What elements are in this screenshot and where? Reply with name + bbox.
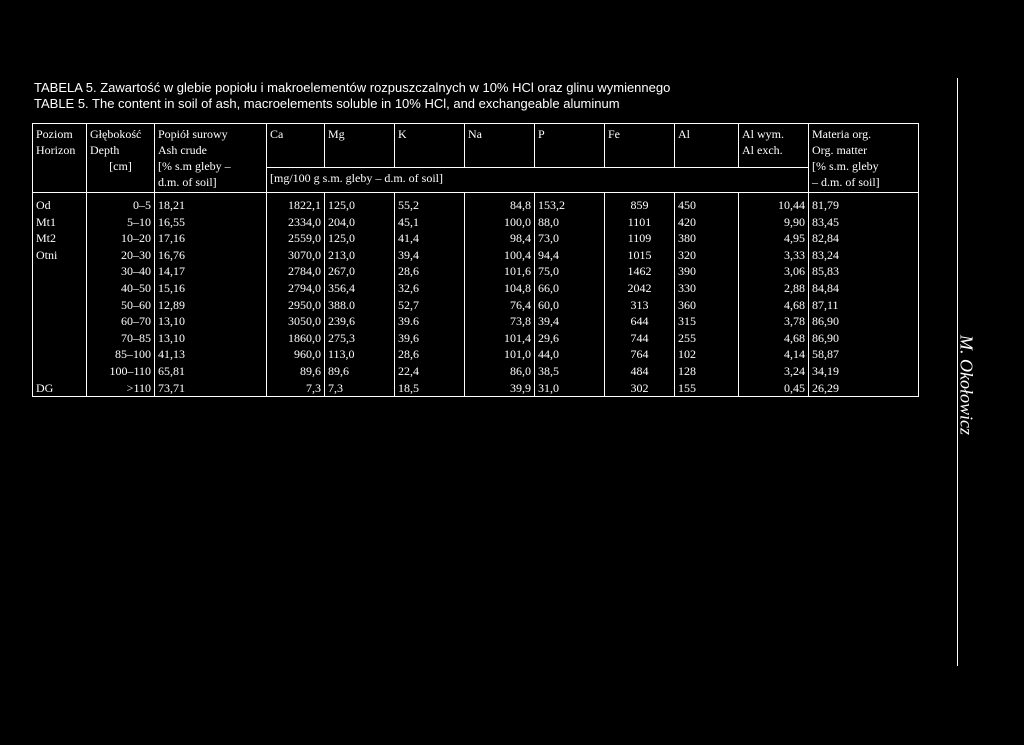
table-body xyxy=(33,193,919,397)
table-row xyxy=(33,214,919,231)
table-row xyxy=(33,313,919,330)
cell-horizon xyxy=(33,263,87,280)
cell-horizon: Mt1 xyxy=(33,214,87,231)
cell-alw: 2,88 xyxy=(739,280,809,297)
cell-horizon xyxy=(33,363,87,380)
cell-p: 153,2 xyxy=(535,193,605,214)
cell-k: 45,1 xyxy=(395,214,465,231)
cell-al: 450 xyxy=(675,193,739,214)
header-org-matter: Materia org. Org. matter [% s.m. gleby – d.m. of soil] xyxy=(809,124,919,193)
cell-org: 34,19 xyxy=(809,363,919,380)
cell-fe: 484 xyxy=(605,363,675,380)
cell-al: 360 xyxy=(675,297,739,314)
cell-na: 98,4 xyxy=(465,230,535,247)
cell-alw: 4,95 xyxy=(739,230,809,247)
header-ca: Ca xyxy=(267,124,325,168)
cell-mg: 7,3 xyxy=(325,380,395,397)
cell-ash: 14,17 xyxy=(155,263,267,280)
table-row xyxy=(33,380,919,397)
cell-ash: 65,81 xyxy=(155,363,267,380)
cell-org: 58,87 xyxy=(809,346,919,363)
cell-depth: 100–110 xyxy=(87,363,155,380)
cell-k: 55,2 xyxy=(395,193,465,214)
cell-mg: 239,6 xyxy=(325,313,395,330)
table-row xyxy=(33,247,919,264)
cell-al: 320 xyxy=(675,247,739,264)
cell-k: 28,6 xyxy=(395,346,465,363)
header-mg: Mg xyxy=(325,124,395,168)
cell-k: 18,5 xyxy=(395,380,465,397)
cell-na: 86,0 xyxy=(465,363,535,380)
cell-depth: 40–50 xyxy=(87,280,155,297)
header-depth: Głębokość Depth [cm] xyxy=(87,124,155,193)
cell-k: 41,4 xyxy=(395,230,465,247)
cell-p: 88,0 xyxy=(535,214,605,231)
cell-p: 31,0 xyxy=(535,380,605,397)
cell-k: 39,6 xyxy=(395,330,465,347)
cell-horizon xyxy=(33,297,87,314)
cell-ca: 1860,0 xyxy=(267,330,325,347)
cell-k: 52,7 xyxy=(395,297,465,314)
cell-alw: 4,68 xyxy=(739,330,809,347)
cell-fe: 2042 xyxy=(605,280,675,297)
cell-ash: 41,13 xyxy=(155,346,267,363)
cell-fe: 1462 xyxy=(605,263,675,280)
cell-ca: 1822,1 xyxy=(267,193,325,214)
cell-depth: 5–10 xyxy=(87,214,155,231)
cell-alw: 10,44 xyxy=(739,193,809,214)
cell-al: 315 xyxy=(675,313,739,330)
cell-ca: 7,3 xyxy=(267,380,325,397)
cell-alw: 3,33 xyxy=(739,247,809,264)
cell-ash: 73,71 xyxy=(155,380,267,397)
cell-ca: 3070,0 xyxy=(267,247,325,264)
header-mg-unit: [mg/100 g s.m. gleby – d.m. of soil] xyxy=(267,168,809,193)
cell-al: 155 xyxy=(675,380,739,397)
cell-na: 101,4 xyxy=(465,330,535,347)
cell-ash: 16,76 xyxy=(155,247,267,264)
cell-al: 420 xyxy=(675,214,739,231)
cell-mg: 113,0 xyxy=(325,346,395,363)
soil-content-table xyxy=(32,123,919,397)
cell-horizon: Otni xyxy=(33,247,87,264)
cell-na: 100,0 xyxy=(465,214,535,231)
table-row xyxy=(33,330,919,347)
cell-na: 73,8 xyxy=(465,313,535,330)
cell-fe: 313 xyxy=(605,297,675,314)
cell-fe: 644 xyxy=(605,313,675,330)
cell-na: 84,8 xyxy=(465,193,535,214)
cell-ash: 13,10 xyxy=(155,313,267,330)
table-row xyxy=(33,193,919,214)
cell-p: 44,0 xyxy=(535,346,605,363)
header-k: K xyxy=(395,124,465,168)
table-row xyxy=(33,230,919,247)
cell-mg: 204,0 xyxy=(325,214,395,231)
cell-horizon: Mt2 xyxy=(33,230,87,247)
cell-ca: 2334,0 xyxy=(267,214,325,231)
cell-org: 87,11 xyxy=(809,297,919,314)
cell-fe: 859 xyxy=(605,193,675,214)
cell-mg: 89,6 xyxy=(325,363,395,380)
cell-horizon xyxy=(33,346,87,363)
cell-k: 32,6 xyxy=(395,280,465,297)
cell-mg: 213,0 xyxy=(325,247,395,264)
cell-ash: 15,16 xyxy=(155,280,267,297)
caption-polish: TABELA 5. Zawartość w glebie popiołu i makroelementów rozpuszczalnych w 10% HCl oraz glinu wymiennego xyxy=(34,80,671,95)
cell-na: 76,4 xyxy=(465,297,535,314)
cell-p: 29,6 xyxy=(535,330,605,347)
cell-horizon xyxy=(33,313,87,330)
cell-na: 100,4 xyxy=(465,247,535,264)
cell-horizon: DG xyxy=(33,380,87,397)
cell-depth: >110 xyxy=(87,380,155,397)
cell-ca: 960,0 xyxy=(267,346,325,363)
table-row xyxy=(33,297,919,314)
cell-alw: 4,14 xyxy=(739,346,809,363)
cell-depth: 50–60 xyxy=(87,297,155,314)
cell-al: 330 xyxy=(675,280,739,297)
cell-mg: 267,0 xyxy=(325,263,395,280)
cell-fe: 1109 xyxy=(605,230,675,247)
header-ash: Popiół surowy Ash crude [% s.m gleby – d.m. of soil] xyxy=(155,124,267,193)
cell-ash: 18,21 xyxy=(155,193,267,214)
cell-depth: 85–100 xyxy=(87,346,155,363)
cell-mg: 356,4 xyxy=(325,280,395,297)
cell-org: 84,84 xyxy=(809,280,919,297)
cell-k: 39,4 xyxy=(395,247,465,264)
cell-alw: 0,45 xyxy=(739,380,809,397)
cell-org: 83,24 xyxy=(809,247,919,264)
cell-fe: 744 xyxy=(605,330,675,347)
cell-horizon: Od xyxy=(33,193,87,214)
cell-p: 94,4 xyxy=(535,247,605,264)
cell-ash: 17,16 xyxy=(155,230,267,247)
caption-english: TABLE 5. The content in soil of ash, macroelements soluble in 10% HCl, and exchangeable aluminum xyxy=(34,96,620,111)
table-caption xyxy=(34,80,670,112)
cell-k: 22,4 xyxy=(395,363,465,380)
header-row xyxy=(33,124,919,168)
cell-p: 38,5 xyxy=(535,363,605,380)
table-row xyxy=(33,280,919,297)
header-horizon: Poziom Horizon xyxy=(33,124,87,193)
cell-k: 28,6 xyxy=(395,263,465,280)
cell-al: 102 xyxy=(675,346,739,363)
cell-al: 255 xyxy=(675,330,739,347)
cell-depth: 60–70 xyxy=(87,313,155,330)
cell-depth: 20–30 xyxy=(87,247,155,264)
cell-na: 104,8 xyxy=(465,280,535,297)
cell-alw: 3,78 xyxy=(739,313,809,330)
cell-ca: 2794,0 xyxy=(267,280,325,297)
table-row xyxy=(33,346,919,363)
table-row xyxy=(33,263,919,280)
header-al: Al xyxy=(675,124,739,168)
cell-fe: 1015 xyxy=(605,247,675,264)
cell-al: 390 xyxy=(675,263,739,280)
cell-k: 39.6 xyxy=(395,313,465,330)
cell-fe: 764 xyxy=(605,346,675,363)
header-na: Na xyxy=(465,124,535,168)
cell-p: 66,0 xyxy=(535,280,605,297)
header-fe: Fe xyxy=(605,124,675,168)
cell-fe: 1101 xyxy=(605,214,675,231)
cell-mg: 275,3 xyxy=(325,330,395,347)
cell-org: 86,90 xyxy=(809,313,919,330)
cell-mg: 125,0 xyxy=(325,193,395,214)
cell-alw: 9,90 xyxy=(739,214,809,231)
cell-depth: 70–85 xyxy=(87,330,155,347)
cell-ca: 3050,0 xyxy=(267,313,325,330)
cell-alw: 4,68 xyxy=(739,297,809,314)
cell-al: 380 xyxy=(675,230,739,247)
cell-org: 81,79 xyxy=(809,193,919,214)
cell-al: 128 xyxy=(675,363,739,380)
cell-depth: 0–5 xyxy=(87,193,155,214)
cell-depth: 30–40 xyxy=(87,263,155,280)
cell-na: 39,9 xyxy=(465,380,535,397)
cell-ash: 12,89 xyxy=(155,297,267,314)
cell-ash: 13,10 xyxy=(155,330,267,347)
cell-mg: 125,0 xyxy=(325,230,395,247)
cell-horizon xyxy=(33,330,87,347)
cell-org: 82,84 xyxy=(809,230,919,247)
cell-org: 26,29 xyxy=(809,380,919,397)
cell-na: 101,6 xyxy=(465,263,535,280)
cell-p: 60,0 xyxy=(535,297,605,314)
cell-ca: 2559,0 xyxy=(267,230,325,247)
cell-mg: 388.0 xyxy=(325,297,395,314)
cell-horizon xyxy=(33,280,87,297)
cell-ca: 2784,0 xyxy=(267,263,325,280)
cell-p: 75,0 xyxy=(535,263,605,280)
header-al-exch: Al wym. Al exch. xyxy=(739,124,809,168)
cell-alw: 3,06 xyxy=(739,263,809,280)
author-name: M. Okołowicz xyxy=(956,335,977,435)
cell-fe: 302 xyxy=(605,380,675,397)
header-p: P xyxy=(535,124,605,168)
cell-na: 101,0 xyxy=(465,346,535,363)
cell-p: 73,0 xyxy=(535,230,605,247)
cell-depth: 10–20 xyxy=(87,230,155,247)
cell-org: 83,45 xyxy=(809,214,919,231)
cell-ash: 16,55 xyxy=(155,214,267,231)
cell-alw: 3,24 xyxy=(739,363,809,380)
cell-p: 39,4 xyxy=(535,313,605,330)
cell-org: 86,90 xyxy=(809,330,919,347)
cell-ca: 2950,0 xyxy=(267,297,325,314)
cell-ca: 89,6 xyxy=(267,363,325,380)
table-row xyxy=(33,363,919,380)
cell-org: 85,83 xyxy=(809,263,919,280)
